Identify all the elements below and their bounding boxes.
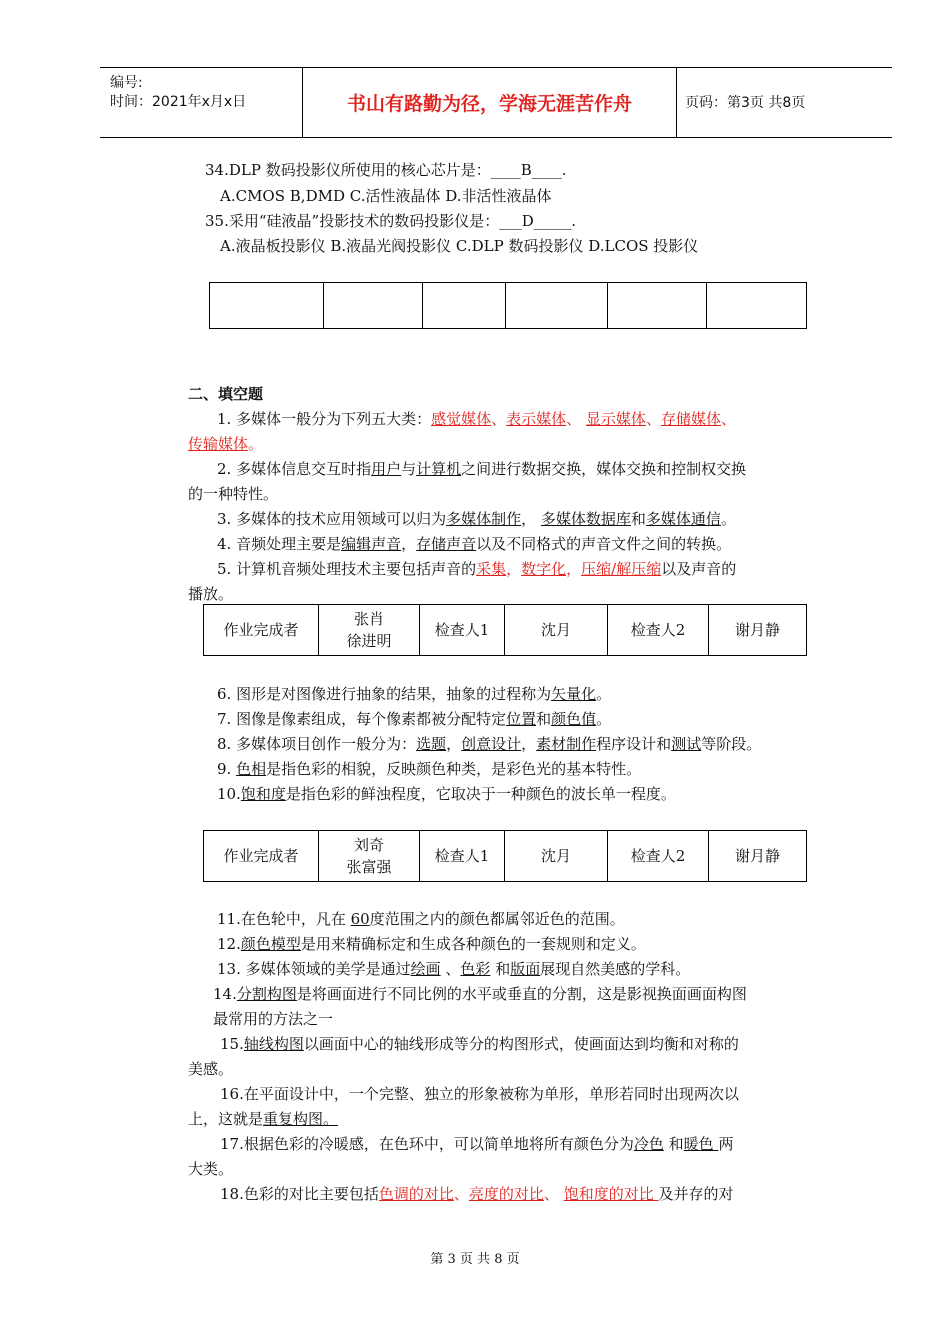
answer-cell: [506, 283, 608, 329]
checker1-label: 检查人1: [420, 605, 505, 656]
fill-question-7: 7. 图像是像素组成，每个像素都被分配特定位置和颜色值。: [217, 710, 612, 728]
fill-question-3: 3. 多媒体的技术应用领域可以归为多媒体制作， 多媒体数据库和多媒体通信。: [217, 510, 736, 528]
question-35-options: A.液晶板投影仪 B.液晶光阀投影仪 C.DLP 数码投影仪 D.LCOS 投影仪: [220, 237, 699, 255]
fill-question-5-cont: 播放。: [188, 585, 234, 603]
checker2-label: 检查人2: [608, 605, 709, 656]
homework-table-2: [203, 830, 807, 882]
answer-cell: [608, 283, 707, 329]
page-header: [100, 67, 892, 138]
fill-question-18: 18.色彩的对比主要包括色调的对比、亮度的对比、 饱和度的对比 及并存的对: [220, 1185, 734, 1203]
section-title: 二、填空题: [188, 385, 264, 403]
time-label: 时间：2021年x月x日: [110, 94, 247, 110]
fill-question-11: 11.在色轮中，凡在 60度范围之内的颜色都属邻近色的范围。: [217, 910, 625, 928]
completer-names: 刘奇 张富强: [319, 831, 420, 882]
fill-question-2-cont: 的一种特性。: [188, 485, 279, 503]
fill-question-8: 8. 多媒体项目创作一般分为：选题，创意设计，素材制作程序设计和测试等阶段。: [217, 735, 762, 753]
checker2-name: 谢月静: [709, 605, 807, 656]
question-35: 35.采用“硅液晶”投影技术的数码投影仪是：___D_____.: [205, 212, 576, 230]
fill-question-1-cont: 传输媒体。: [188, 435, 264, 453]
fill-question-12: 12.颜色模型是用来精确标定和生成各种颜色的一套规则和定义。: [217, 935, 646, 953]
answer-cell: [210, 283, 324, 329]
checker1-label: 检查人1: [420, 831, 505, 882]
fill-question-16: 16.在平面设计中，一个完整、独立的形象被称为单形，单形若同时出现两次以: [220, 1085, 739, 1103]
completer-label: 作业完成者: [204, 605, 319, 656]
header-page-info: 页码：第3页 共8页: [685, 95, 806, 111]
fill-question-15: 15.轴线构图以画面中心的轴线形成等分的构图形式，使画面达到均衡和对称的: [220, 1035, 739, 1053]
fill-question-2: 2. 多媒体信息交互时指用户与计算机之间进行数据交换，媒体交换和控制权交换: [217, 460, 747, 478]
fill-question-16-cont: 上，这就是重复构图。: [188, 1110, 339, 1128]
fill-question-4: 4. 音频处理主要是编辑声音，存储声音以及不同格式的声音文件之间的转换。: [217, 535, 732, 553]
completer-label: 作业完成者: [204, 831, 319, 882]
homework-table-1: [203, 604, 807, 656]
answer-cell: [707, 283, 807, 329]
fill-question-5: 5. 计算机音频处理技术主要包括声音的采集，数字化，压缩/解压缩以及声音的: [217, 560, 737, 578]
answer-cell: [423, 283, 506, 329]
checker1-name: 沈月: [505, 831, 608, 882]
page-footer: 第 3 页 共 8 页: [430, 1252, 520, 1267]
question-34-options: A.CMOS B,DMD C.活性液晶体 D.非活性液晶体: [220, 187, 552, 205]
answer-grid: [209, 282, 807, 329]
checker2-name: 谢月静: [709, 831, 807, 882]
fill-question-14-cont: 最常用的方法之一: [213, 1010, 334, 1028]
header-meta: [100, 68, 303, 137]
fill-question-1: 1. 多媒体一般分为下列五大类：感觉媒体、表示媒体、 显示媒体、存储媒体、: [217, 410, 736, 428]
number-label: 编号:: [110, 75, 143, 91]
completer-names: 张肖 徐进明: [319, 605, 420, 656]
fill-question-14: 14.分割构图是将画面进行不同比例的水平或垂直的分割，这是影视换面画面构图: [213, 985, 747, 1003]
fill-question-10: 10.饱和度是指色彩的鲜浊程度，它取决于一种颜色的波长单一程度。: [217, 785, 676, 803]
fill-question-13: 13. 多媒体领域的美学是通过绘画 、色彩 和版面展现自然美感的学科。: [217, 960, 691, 978]
fill-question-6: 6. 图形是对图像进行抽象的结果，抽象的过程称为矢量化。: [217, 685, 612, 703]
fill-question-17: 17.根据色彩的冷暖感，在色环中，可以简单地将所有颜色分为冷色 和暖色 两: [220, 1135, 734, 1153]
question-34: 34.DLP 数码投影仪所使用的核心芯片是：____B____.: [205, 161, 567, 179]
answer-cell: [324, 283, 423, 329]
checker1-name: 沈月: [505, 605, 608, 656]
checker2-label: 检查人2: [608, 831, 709, 882]
fill-question-17-cont: 大类。: [188, 1160, 234, 1178]
header-motto: 书山有路勤为径，学海无涯苦作舟: [303, 68, 677, 137]
fill-question-15-cont: 美感。: [188, 1060, 234, 1078]
fill-question-9: 9. 色相是指色彩的相貌，反映颜色种类，是彩色光的基本特性。: [217, 760, 642, 778]
